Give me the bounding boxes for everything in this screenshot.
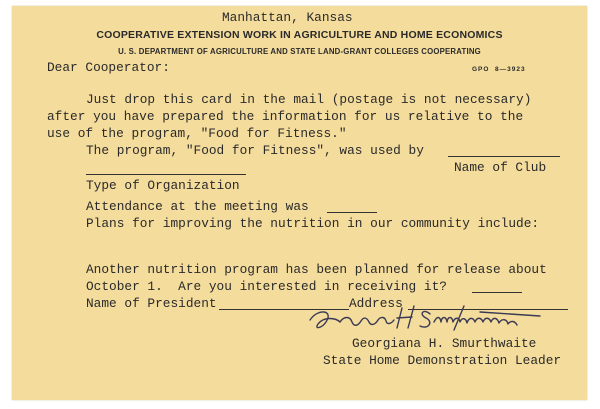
paragraph-line-1: Just drop this card in the mail (postage is not necessary) (86, 92, 532, 107)
department-heading: U. S. DEPARTMENT OF AGRICULTURE AND STATE LAND-GRANT COLLEGES COOPERATING (118, 47, 481, 56)
club-name-line (448, 146, 560, 157)
organization-type-line (86, 164, 246, 175)
attendance-line (327, 202, 377, 213)
another-program-line-2: October 1. Are you interested in receiving it? (86, 279, 447, 294)
address-label: Address (349, 296, 403, 311)
program-used-text: The program, "Food for Fitness", was used by (86, 143, 424, 158)
organization-heading: COOPERATIVE EXTENSION WORK IN AGRICULTURE AND HOME ECONOMICS (96, 29, 503, 41)
plans-text: Plans for improving the nutrition in our community include: (86, 216, 540, 231)
signatory-title: State Home Demonstration Leader (323, 353, 562, 368)
salutation: Dear Cooperator: (47, 60, 170, 75)
paragraph-line-2: after you have prepared the information for us relative to the (47, 109, 524, 124)
name-of-president-label: Name of President (86, 296, 217, 311)
attendance-text: Attendance at the meeting was (86, 199, 309, 214)
postcard (12, 6, 587, 400)
another-program-line-1: Another nutrition program has been planned for release about (86, 262, 547, 277)
signatory-name: Georgiana H. Smurthwaite (352, 336, 537, 351)
gpo-code: GPO 8—3923 (472, 66, 526, 73)
city-heading: Manhattan, Kansas (222, 10, 353, 25)
interest-answer-line (472, 282, 522, 293)
type-of-organization-label: Type of Organization (86, 178, 240, 193)
paragraph-line-3: use of the program, "Food for Fitness." (47, 126, 347, 141)
handwritten-signature (304, 300, 566, 340)
name-of-club-label: Name of Club (454, 160, 547, 175)
